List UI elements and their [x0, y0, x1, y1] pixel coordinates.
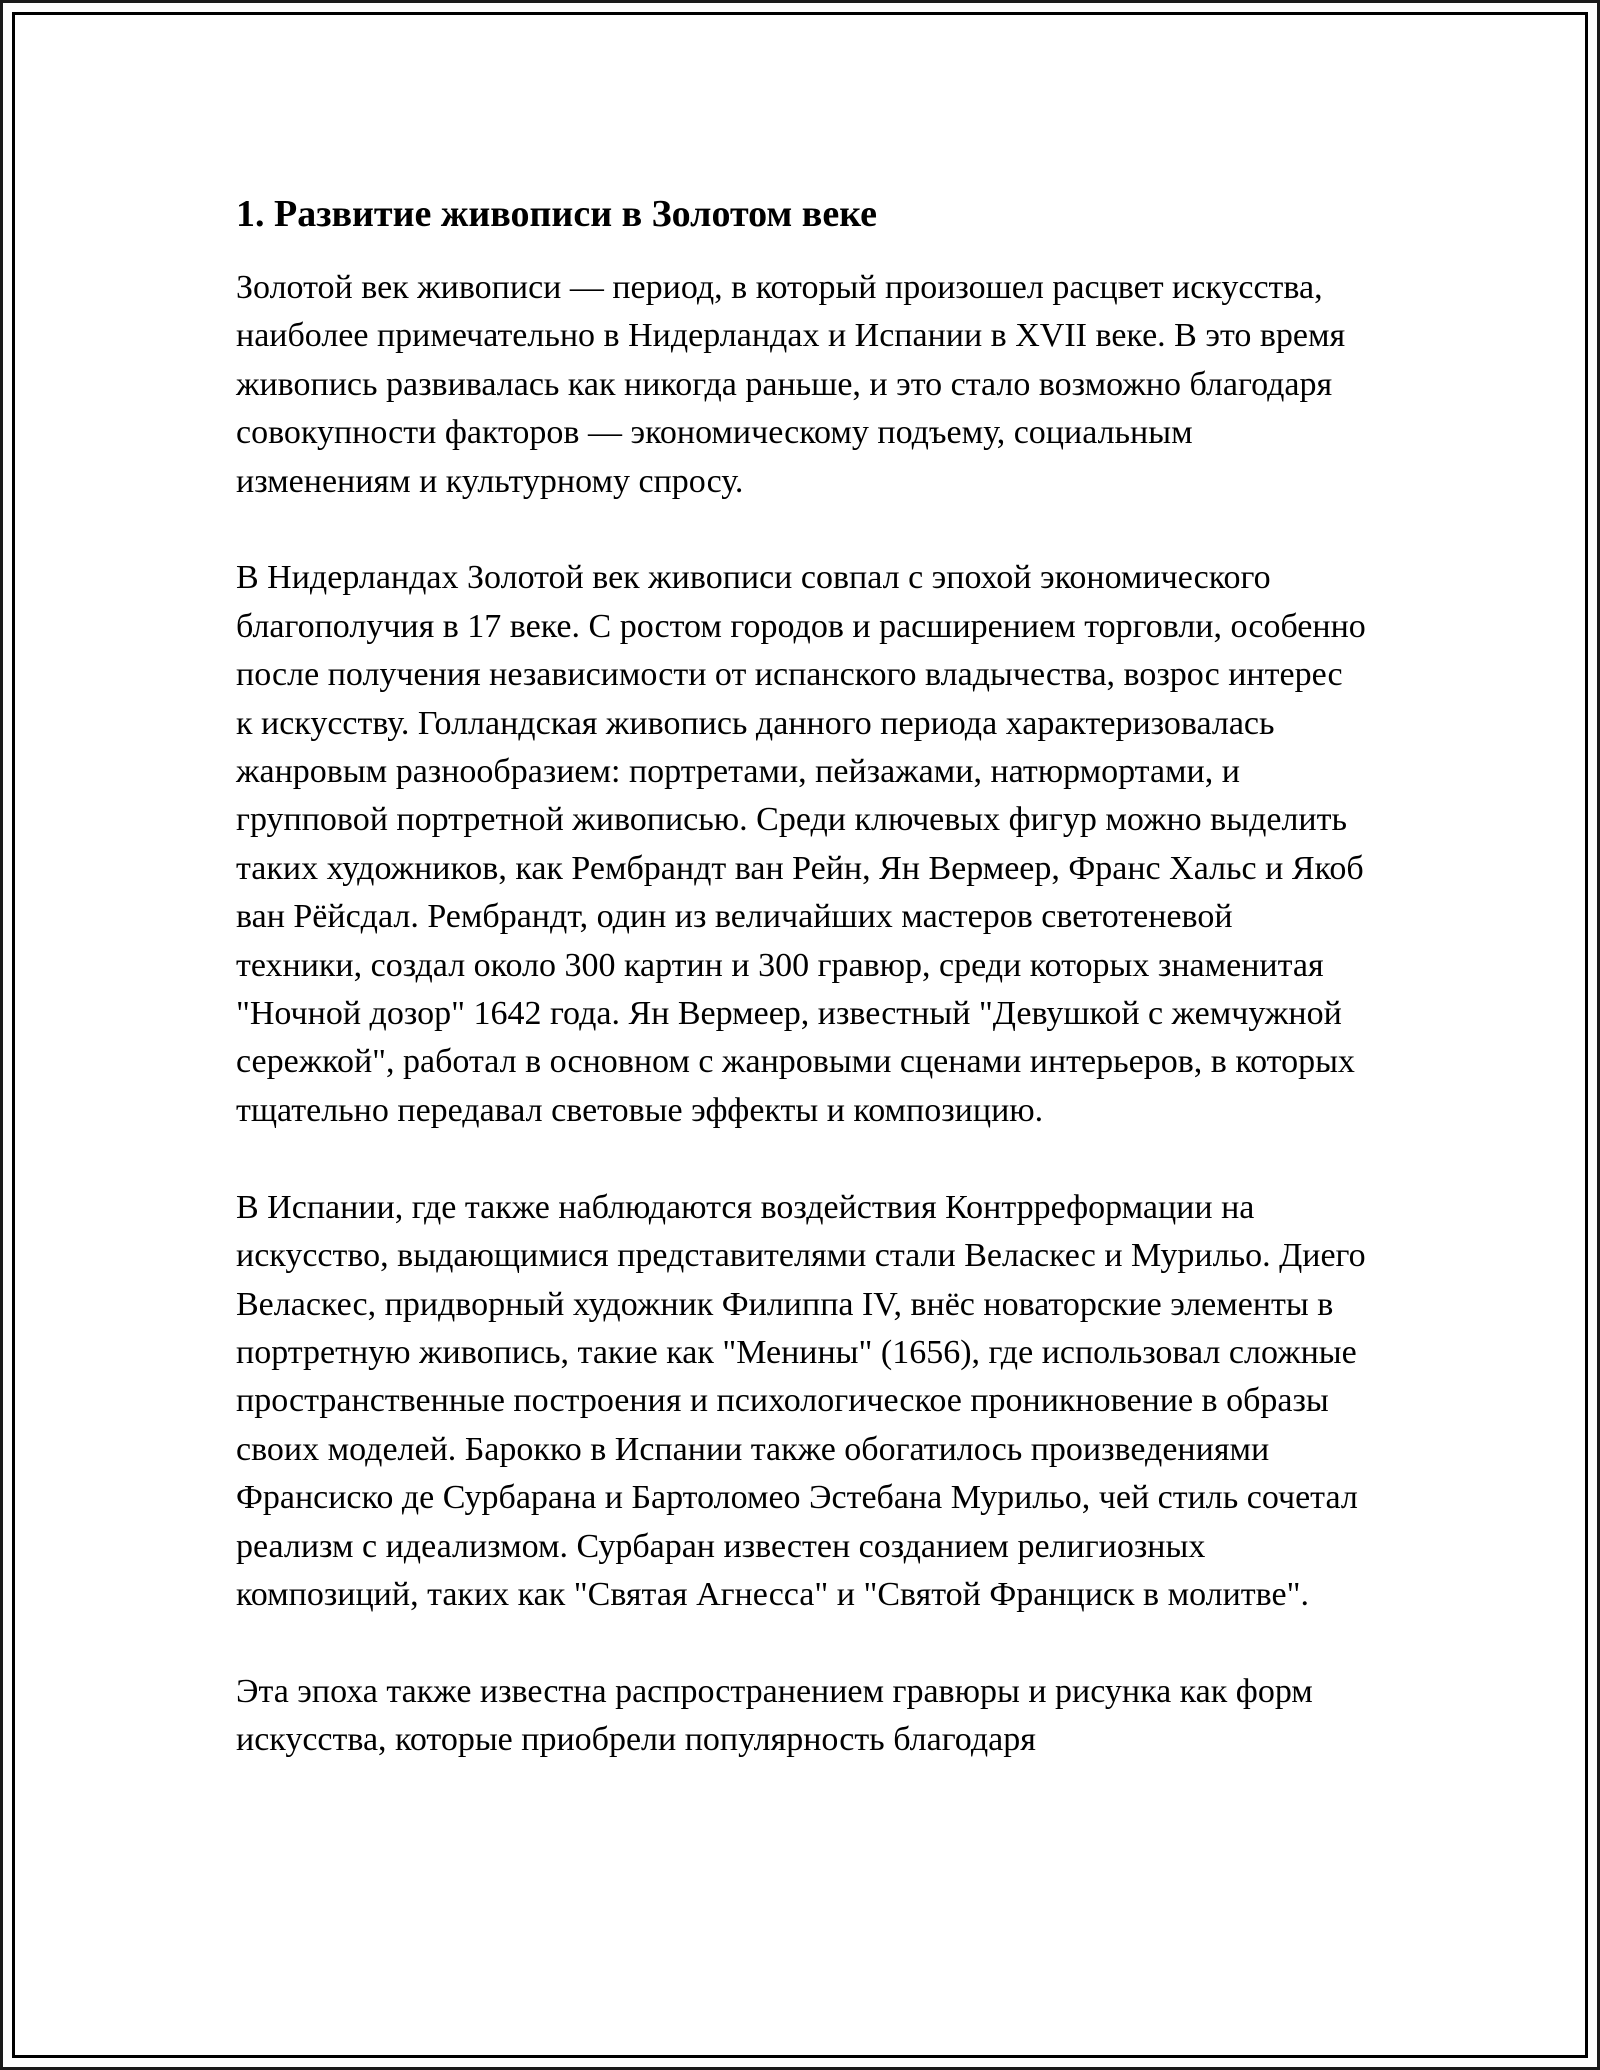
document-body — [236, 186, 1366, 1813]
section-heading: 1. Развитие живописи в Золотом веке — [236, 193, 878, 235]
paragraph-spain: В Испании, где также наблюдаются воздействия Контрреформации на искусство, выдающимися представителями стали Веласкес и Мурильо. Диего Веласкес, придворный художник Филиппа IV, внёс новаторские элементы в портретную живопись, такие как "Менины" (1656), где использовал сложные пространственные построения и психологическое проникновение в образы своих моделей. Барокко в Испании также обогатилось произведениями Франсиско де Сурбарана и Бартоломео Эстебана Мурильо, чей стиль сочетал реализм с идеализмом. Сурбаран известен созданием религиозных композиций, таких как "Святая Агнесса" и "Святой Франциск в молитве". — [236, 1188, 1366, 1613]
paragraph-intro: Золотой век живописи — период, в который произошел расцвет искусства, наиболее примечательно в Нидерландах и Испании в XVII веке. В это время живопись развивалась как никогда раньше, и это стало возможно благодаря совокупности факторов — экономическому подъему, социальным изменениям и культурному спросу. — [236, 269, 1346, 500]
paragraph-netherlands: В Нидерландах Золотой век живописи совпал с эпохой экономического благополучия в 17 веке. С ростом городов и расширением торговли, особенно после получения независимости от испанского владычества, возрос интерес к искусству. Голландская живопись данного периода характеризовалась жанровым разнообразием: портретами, пейзажами, натюрмортами, и групповой портретной живописью. Среди ключевых фигур можно выделить таких художников, как Рембрандт ван Рейн, Ян Вермеер, Франс Хальс и Якоб ван Рёйсдал. Рембрандт, один из величайших мастеров светотеневой техники, создал около 300 картин и 300 гравюр, среди которых знаменитая "Ночной дозор" 1642 года. Ян Вермеер, известный "Девушкой с жемчужной сережкой", работал в основном с жанровыми сценами интерьеров, в которых тщательно передавал световые эффекты и композицию. — [236, 559, 1366, 1129]
paragraph-engraving: Эта эпоха также известна распространением гравюры и рисунка как форм искусства, которые приобрели популярность благодаря — [236, 1672, 1313, 1759]
